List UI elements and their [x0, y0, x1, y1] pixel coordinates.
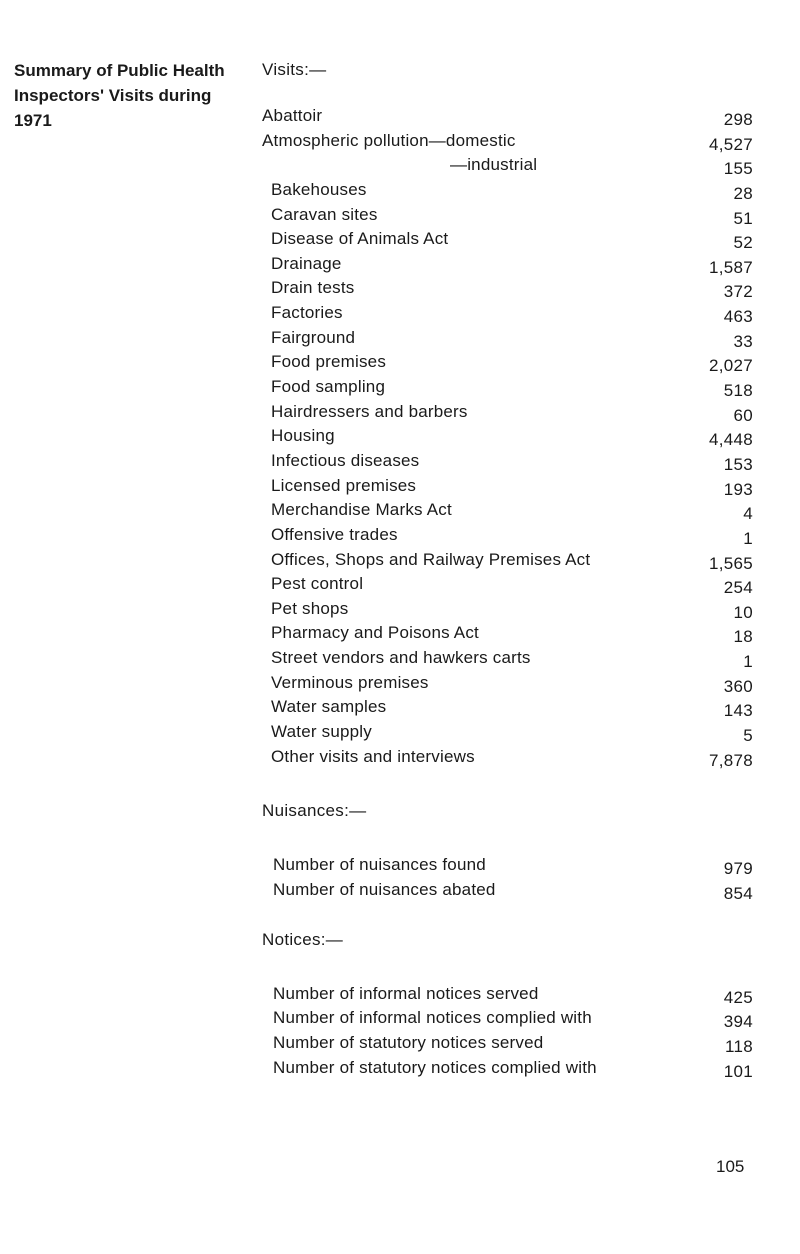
visit-count: 463 [723, 307, 753, 327]
visit-label: Factories [271, 303, 343, 323]
visit-label: Caravan sites [271, 204, 378, 224]
visit-label: Food sampling [271, 377, 386, 397]
visit-row-bakehouses [262, 178, 762, 203]
visit-label: Infectious diseases [271, 450, 420, 470]
visit-row-drainage [262, 252, 762, 277]
visit-row-licensed-premises [262, 474, 762, 499]
visit-label: Abattoir [262, 106, 323, 125]
notices-list [262, 982, 762, 1081]
visit-count: 1 [743, 528, 753, 548]
visit-row-atmospheric-industrial [262, 153, 762, 178]
visit-count: 1,587 [708, 257, 753, 277]
visit-label: Other visits and interviews [271, 746, 475, 766]
visit-row-infectious-diseases [262, 449, 762, 474]
visit-count: 143 [723, 701, 753, 721]
nuisances-section-title: Nuisances:— [262, 801, 367, 821]
visit-label: —industrial [450, 155, 538, 175]
visit-label: Pet shops [271, 598, 349, 618]
visit-count: 18 [733, 627, 753, 647]
visit-row-verminous-premises [262, 671, 762, 696]
notice-row-statutory-served [262, 1031, 762, 1056]
side-heading [14, 58, 254, 133]
nuisance-row-abated [262, 878, 762, 903]
visit-label: Offensive trades [271, 524, 398, 544]
visit-label: Water supply [271, 722, 372, 742]
notice-label: Number of informal notices complied with [273, 1008, 592, 1028]
visit-count: 52 [733, 233, 753, 253]
visit-label: Offices, Shops and Railway Premises Act [271, 549, 591, 569]
nuisance-count: 979 [723, 859, 753, 879]
nuisance-label: Number of nuisances found [273, 855, 486, 875]
visit-row-housing [262, 424, 762, 449]
notice-row-statutory-complied [262, 1056, 762, 1081]
visit-row-water-samples [262, 695, 762, 720]
visit-count: 2,027 [708, 356, 753, 376]
visit-count: 153 [723, 454, 753, 474]
visit-label: Disease of Animals Act [271, 229, 449, 249]
visit-label: Merchandise Marks Act [271, 500, 452, 520]
notices-section-title: Notices:— [262, 929, 344, 949]
visits-section-title: Visits:— [262, 60, 327, 79]
notice-row-informal-served [262, 982, 762, 1007]
visit-count: 5 [743, 726, 753, 746]
visit-label: Pharmacy and Poisons Act [271, 623, 479, 643]
notice-count: 394 [723, 1012, 753, 1032]
visit-row-pharmacy-poisons [262, 621, 762, 646]
visit-count: 7,878 [708, 750, 753, 770]
notice-row-informal-complied [262, 1006, 762, 1031]
nuisance-count: 854 [723, 883, 753, 903]
visit-label: Housing [271, 426, 335, 446]
side-heading-line-1: Summary of Public Health [14, 61, 225, 80]
nuisance-label: Number of nuisances abated [273, 879, 496, 899]
visit-count: 360 [723, 676, 753, 696]
visits-summary-content [262, 58, 762, 1080]
notice-label: Number of statutory notices complied with [273, 1057, 597, 1077]
side-heading-line-3: 1971 [14, 111, 52, 130]
visit-label: Licensed premises [271, 475, 417, 495]
visit-row-pest-control [262, 572, 762, 597]
notice-count: 101 [723, 1061, 753, 1081]
visit-label: Fairground [271, 327, 356, 347]
visit-row-offices-shops-railway [262, 548, 762, 573]
notice-label: Number of informal notices served [273, 983, 539, 1003]
visit-label: Drainage [271, 253, 342, 273]
visit-count: 33 [733, 331, 753, 351]
visit-row-atmospheric-domestic [262, 129, 762, 154]
page-number: 105 [716, 1157, 745, 1176]
visit-row-pet-shops [262, 597, 762, 622]
visit-row-street-vendors [262, 646, 762, 671]
visit-label: Atmospheric pollution—domestic [262, 130, 516, 150]
visit-count: 28 [733, 183, 753, 203]
visit-row-offensive-trades [262, 523, 762, 548]
visit-row-abattoir [262, 104, 762, 129]
visit-count: 518 [723, 381, 753, 401]
visit-count: 372 [723, 282, 753, 302]
visit-count: 4 [743, 504, 753, 524]
nuisances-list [262, 853, 762, 902]
visit-count: 193 [723, 479, 753, 499]
visit-row-disease-of-animals [262, 227, 762, 252]
visit-row-water-supply [262, 720, 762, 745]
visit-label: Drain tests [271, 278, 355, 298]
visit-count: 4,448 [708, 430, 753, 450]
notice-count: 425 [723, 987, 753, 1007]
visit-count: 60 [733, 405, 753, 425]
visit-count: 298 [723, 110, 753, 129]
visit-label: Hairdressers and barbers [271, 401, 468, 421]
visit-count: 254 [723, 578, 753, 598]
visits-list [262, 104, 762, 769]
visit-count: 51 [733, 208, 753, 228]
notice-count: 118 [724, 1036, 753, 1056]
visit-row-hairdressers [262, 400, 762, 425]
visit-row-caravan-sites [262, 203, 762, 228]
visit-label: Water samples [271, 697, 387, 717]
visit-count: 155 [723, 159, 753, 179]
visit-label: Food premises [271, 352, 387, 372]
side-heading-line-2: Inspectors' Visits during [14, 86, 212, 105]
visit-row-food-premises [262, 350, 762, 375]
visit-row-merchandise-marks [262, 498, 762, 523]
visit-label: Verminous premises [271, 672, 429, 692]
visit-row-drain-tests [262, 276, 762, 301]
notice-label: Number of statutory notices served [273, 1032, 544, 1052]
visit-row-fairground [262, 326, 762, 351]
visit-label: Street vendors and hawkers carts [271, 648, 531, 668]
visit-label: Bakehouses [271, 179, 367, 199]
nuisance-row-found [262, 853, 762, 878]
visit-row-factories [262, 301, 762, 326]
visit-count: 1 [743, 652, 753, 672]
visit-label: Pest control [271, 574, 364, 594]
visit-count: 10 [733, 602, 753, 622]
visit-row-other-visits [262, 745, 762, 770]
visit-row-food-sampling [262, 375, 762, 400]
visit-count: 4,527 [708, 134, 753, 154]
visit-count: 1,565 [708, 553, 753, 573]
